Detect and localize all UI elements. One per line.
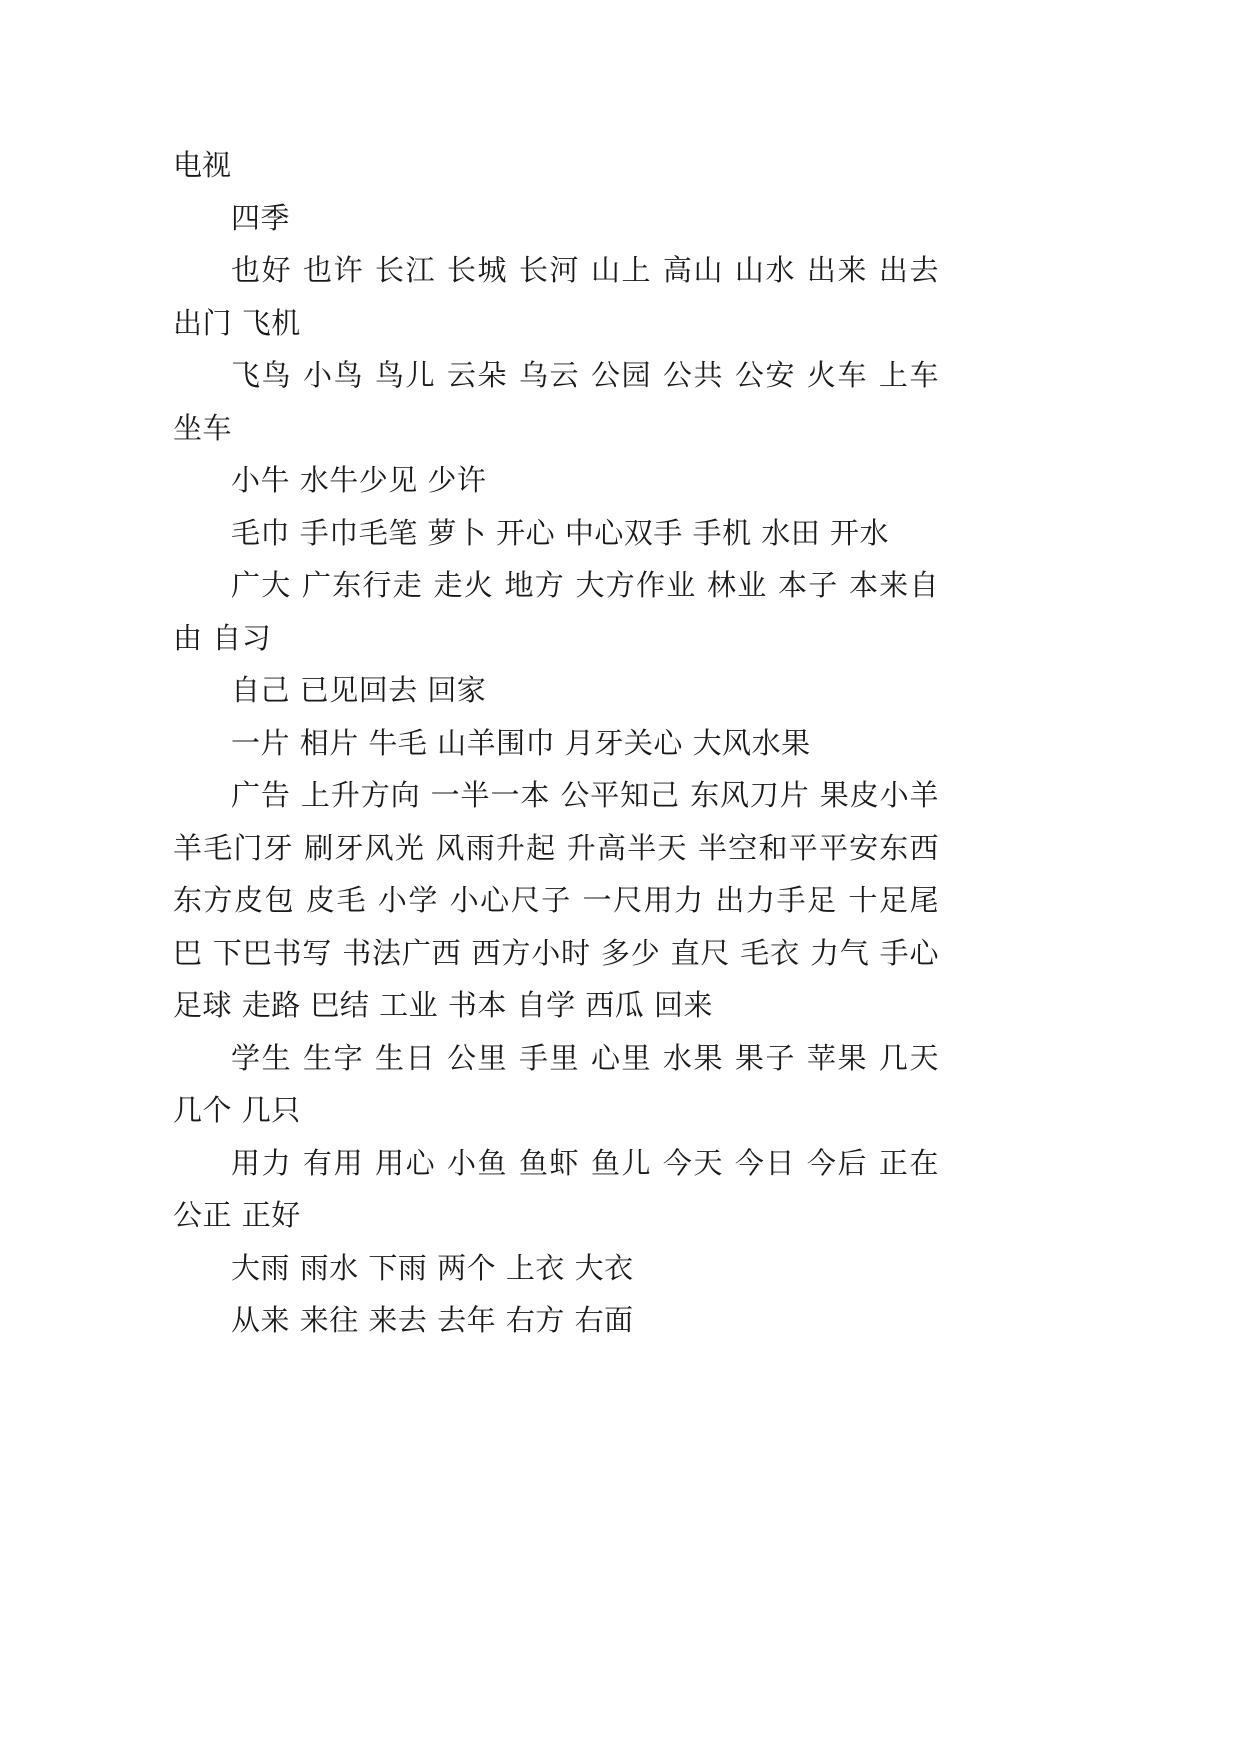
vocabulary-paragraph: 大雨 雨水 下雨 两个 上衣 大衣 (231, 1250, 634, 1285)
document-body (173, 139, 949, 1347)
vocabulary-paragraph: 广告 上升方向 一半一本 公平知己 东风刀片 果皮小羊 羊毛门牙 刷牙风光 风雨升起 升高半天 半空和平平安东西 东方皮包 皮毛 小学 小心尺子 一尺用力 出力手足 十足尾巴 下巴书写 书法广西 西方小时 多少 直尺 毛衣 力气 手心 足球 走路 巴结 工业 书本 自学 西瓜 回来 (173, 778, 949, 1022)
leading-line: 电视 (173, 148, 232, 182)
vocabulary-paragraph: 自己 已见回去 回家 (231, 673, 487, 707)
vocabulary-paragraph: 一片 相片 牛毛 山羊围巾 月牙关心 大风水果 (231, 725, 811, 760)
vocabulary-paragraph: 毛巾 手巾毛笔 萝卜 开心 中心双手 手机 水田 开水 (231, 515, 890, 550)
vocabulary-paragraph: 小牛 水牛少见 少许 (231, 463, 487, 497)
section-heading: 四季 (231, 200, 291, 235)
vocabulary-paragraph: 也好 也许 长江 长城 长河 山上 高山 山水 出来 出去 出门 飞机 (173, 253, 949, 340)
vocabulary-paragraph: 广大 广东行走 走火 地方 大方作业 林业 本子 本来自由 自习 (173, 568, 939, 655)
vocabulary-paragraph: 学生 生字 生日 公里 手里 心里 水果 果子 苹果 几天 几个 几只 (173, 1040, 949, 1127)
vocabulary-paragraph: 从来 来往 来去 去年 右方 右面 (231, 1303, 634, 1337)
vocabulary-paragraph: 飞鸟 小鸟 鸟儿 云朵 乌云 公园 公共 公安 火车 上车 坐车 (173, 358, 949, 445)
vocabulary-paragraph: 用力 有用 用心 小鱼 鱼虾 鱼儿 今天 今日 今后 正在 公正 正好 (173, 1145, 949, 1232)
